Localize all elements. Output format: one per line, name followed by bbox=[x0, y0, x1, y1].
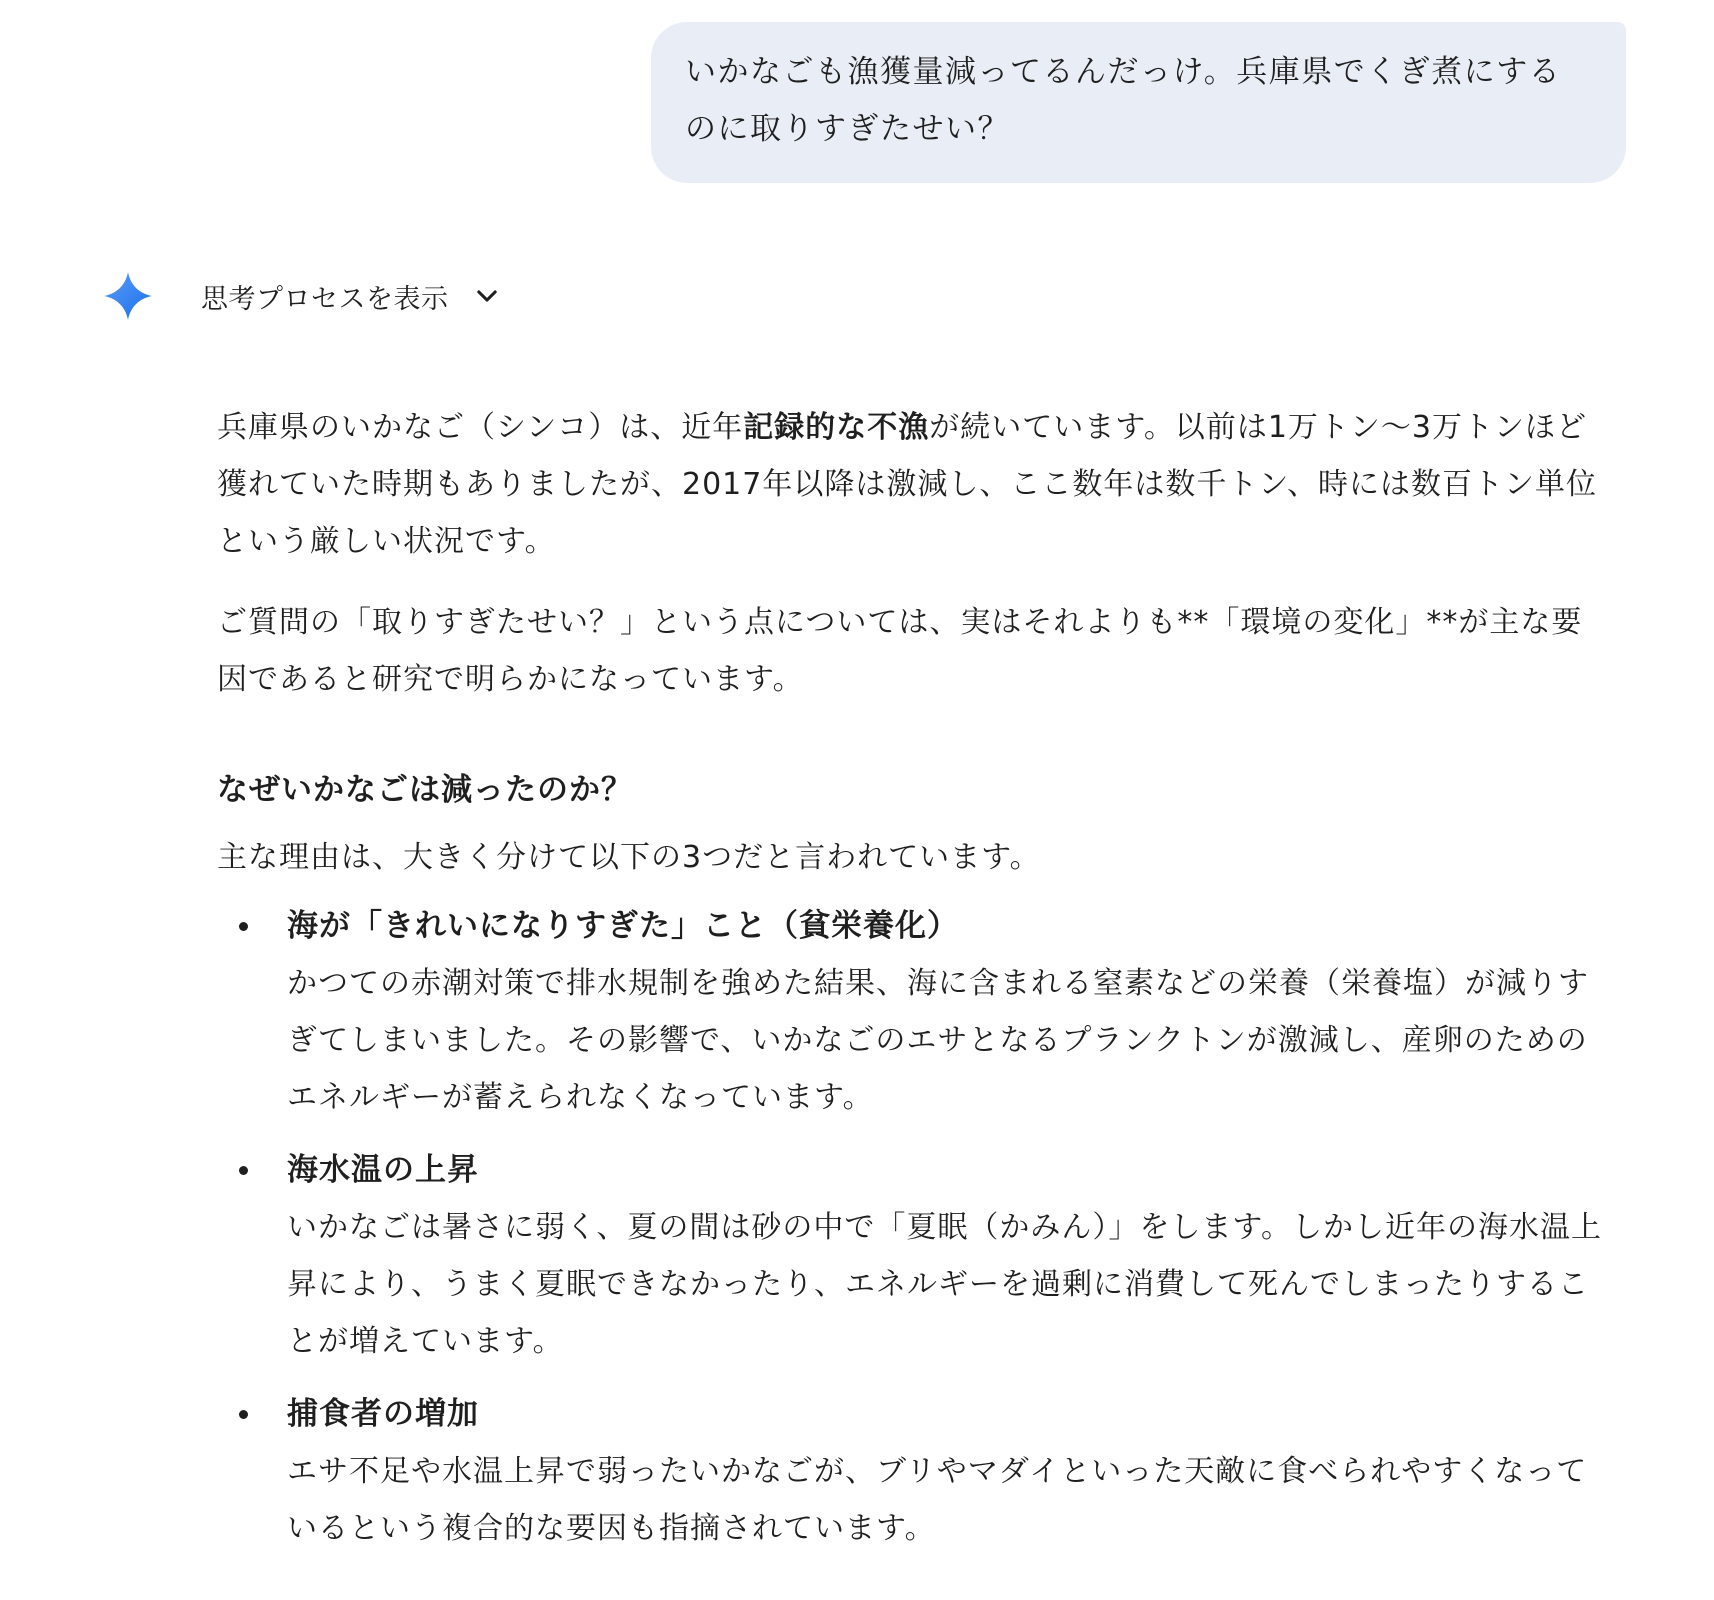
list-item-title: 海水温の上昇 bbox=[287, 1152, 479, 1188]
show-thinking-toggle[interactable] bbox=[201, 277, 501, 316]
intro-bold-text: 記録的な不漁 bbox=[743, 410, 930, 445]
sparkle-icon bbox=[103, 271, 153, 321]
question-paragraph: ご質問の「取りすぎたせい？」という点については、実はそれよりも**「環境の変化」**が主な要因であると研究で明らかになっています。 bbox=[217, 605, 1583, 697]
lead-paragraph: 主な理由は、大きく分けて以下の3つだと言われています。 bbox=[217, 840, 1041, 875]
intro-text-after: が続いています。以前は1万トン〜3万トンほど獲れていた時期もありましたが、2017年以降は激減し、ここ数年は数千トン、時には数百トン単位という厳しい状況です。 bbox=[217, 410, 1597, 559]
list-item-description: かつての赤潮対策で排水規制を強めた結果、海に含まれる窒素などの栄養（栄養塩）が減りすぎてしまいました。その影響で、いかなごのエサとなるプランクトンが激減し、産卵のためのエネルギーが蓄えられなくなっています。 bbox=[287, 966, 1589, 1115]
bullet-icon bbox=[239, 1166, 248, 1175]
reasons-list bbox=[217, 898, 1607, 1557]
bullet-icon bbox=[239, 1410, 248, 1419]
list-item bbox=[217, 1142, 1607, 1370]
show-thinking-label: 思考プロセスを表示 bbox=[201, 283, 449, 315]
list-item-title: 捕食者の増加 bbox=[287, 1396, 479, 1432]
list-item-title: 海が「きれいになりすぎた」こと（貧栄養化） bbox=[287, 908, 959, 944]
list-item bbox=[217, 898, 1607, 1126]
chevron-down-icon bbox=[473, 282, 501, 310]
intro-text-before: 兵庫県のいかなご（シンコ）は、近年 bbox=[217, 410, 744, 445]
list-item bbox=[217, 1386, 1607, 1557]
user-message-text: いかなごも漁獲量減ってるんだっけ。兵庫県でくぎ煮にするのに取りすぎたせい？ bbox=[685, 54, 1562, 147]
model-response-body bbox=[217, 399, 1607, 1573]
section-heading: なぜいかなごは減ったのか？ bbox=[217, 772, 633, 808]
model-response-header bbox=[103, 268, 501, 324]
user-message-bubble bbox=[651, 22, 1626, 183]
intro-paragraph bbox=[217, 399, 1607, 570]
bullet-icon bbox=[239, 922, 248, 931]
list-item-description: エサ不足や水温上昇で弱ったいかなごが、ブリやマダイといった天敵に食べられやすくなっているという複合的な要因も指摘されています。 bbox=[287, 1454, 1588, 1546]
list-item-description: いかなごは暑さに弱く、夏の間は砂の中で「夏眠（かみん）」をします。しかし近年の海水温上昇により、うまく夏眠できなかったり、エネルギーを過剰に消費して死んでしまったりすることが増えています。 bbox=[287, 1210, 1602, 1359]
